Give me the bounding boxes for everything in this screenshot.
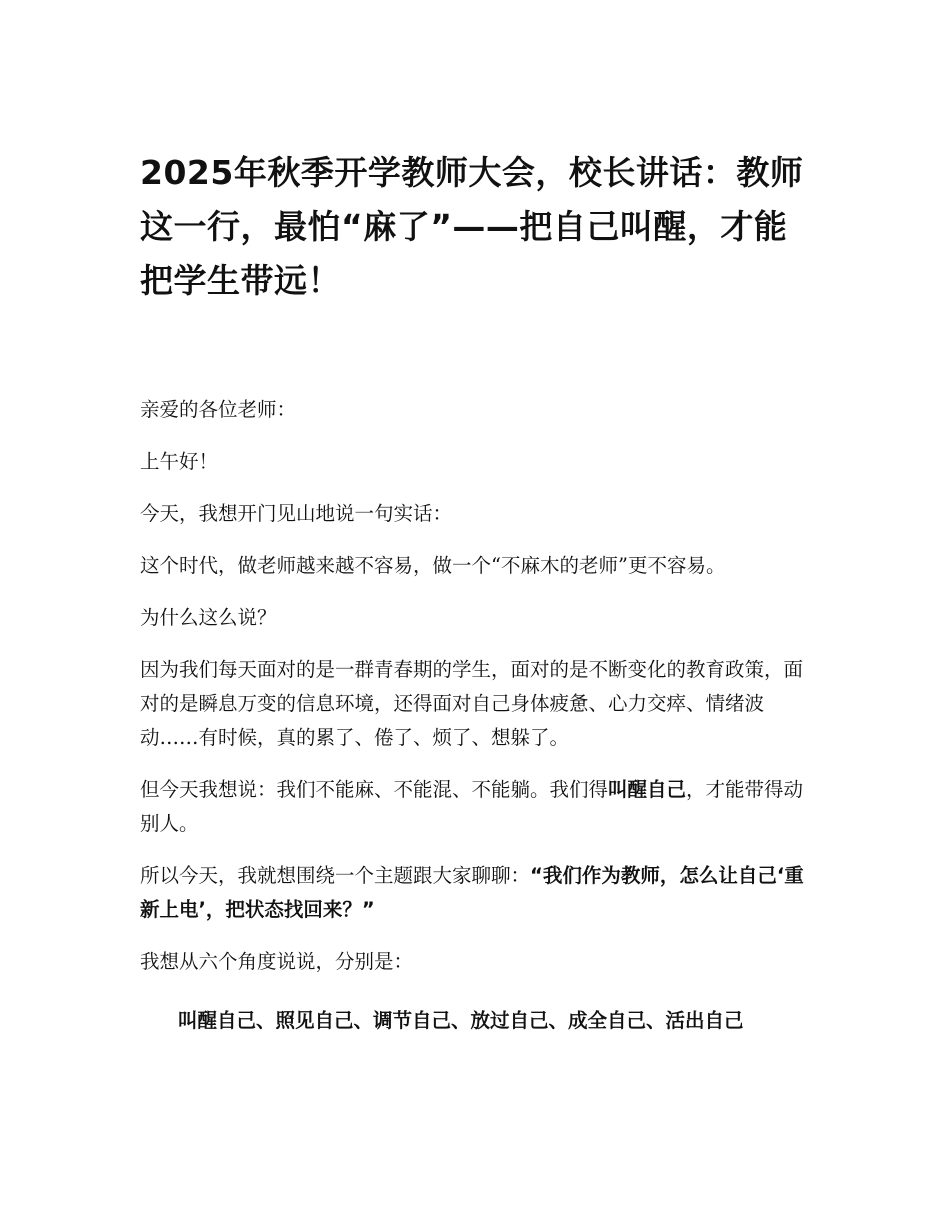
six-angles-list: 叫醒自己、照见自己、调节自己、放过自己、成全自己、活出自己	[178, 1009, 744, 1032]
salutation: 上午好！	[140, 450, 219, 473]
paragraph-wake-up	[140, 773, 805, 841]
wake-up-text-end: ，才能带得动别人。	[140, 778, 804, 835]
document-body	[140, 393, 805, 1039]
theme-intro: 所以今天，我就想围绕一个主题跟大家聊聊：	[140, 864, 531, 887]
paragraph-opening: 今天，我想开门见山地说一句实话：	[140, 502, 453, 525]
document-title: 2025年秋季开学教师大会，校长讲话：教师这一行，最怕“麻了”——把自己叫醒，才能把学生带远！	[140, 153, 804, 300]
paragraph-reasons: 因为我们每天面对的是一群青春期的学生，面对的是不断变化的教育政策，面对的是瞬息万变的信息环境，还得面对自己身体疲惫、心力交瘁、情绪波动……有时候，真的累了、倦了、烦了、想躲了。	[140, 658, 804, 749]
wake-up-text-start: 但今天我想说：我们不能麻、不能混、不能躺。我们得	[140, 778, 609, 801]
wake-up-emphasis: 叫醒自己	[608, 778, 687, 801]
paragraph-question: 为什么这么说？	[140, 606, 277, 629]
paragraph-theme	[140, 859, 805, 927]
theme-emphasis: “我们作为教师，怎么让自己‘重新上电’，把状态找回来？”	[140, 864, 804, 921]
greeting: 亲爱的各位老师：	[140, 398, 297, 421]
document-page	[140, 146, 805, 1039]
paragraph-difficulty: 这个时代，做老师越来越不容易，做一个“不麻木的老师”更不容易。	[140, 554, 726, 577]
paragraph-six-angles: 我想从六个角度说说，分别是：	[140, 950, 414, 973]
